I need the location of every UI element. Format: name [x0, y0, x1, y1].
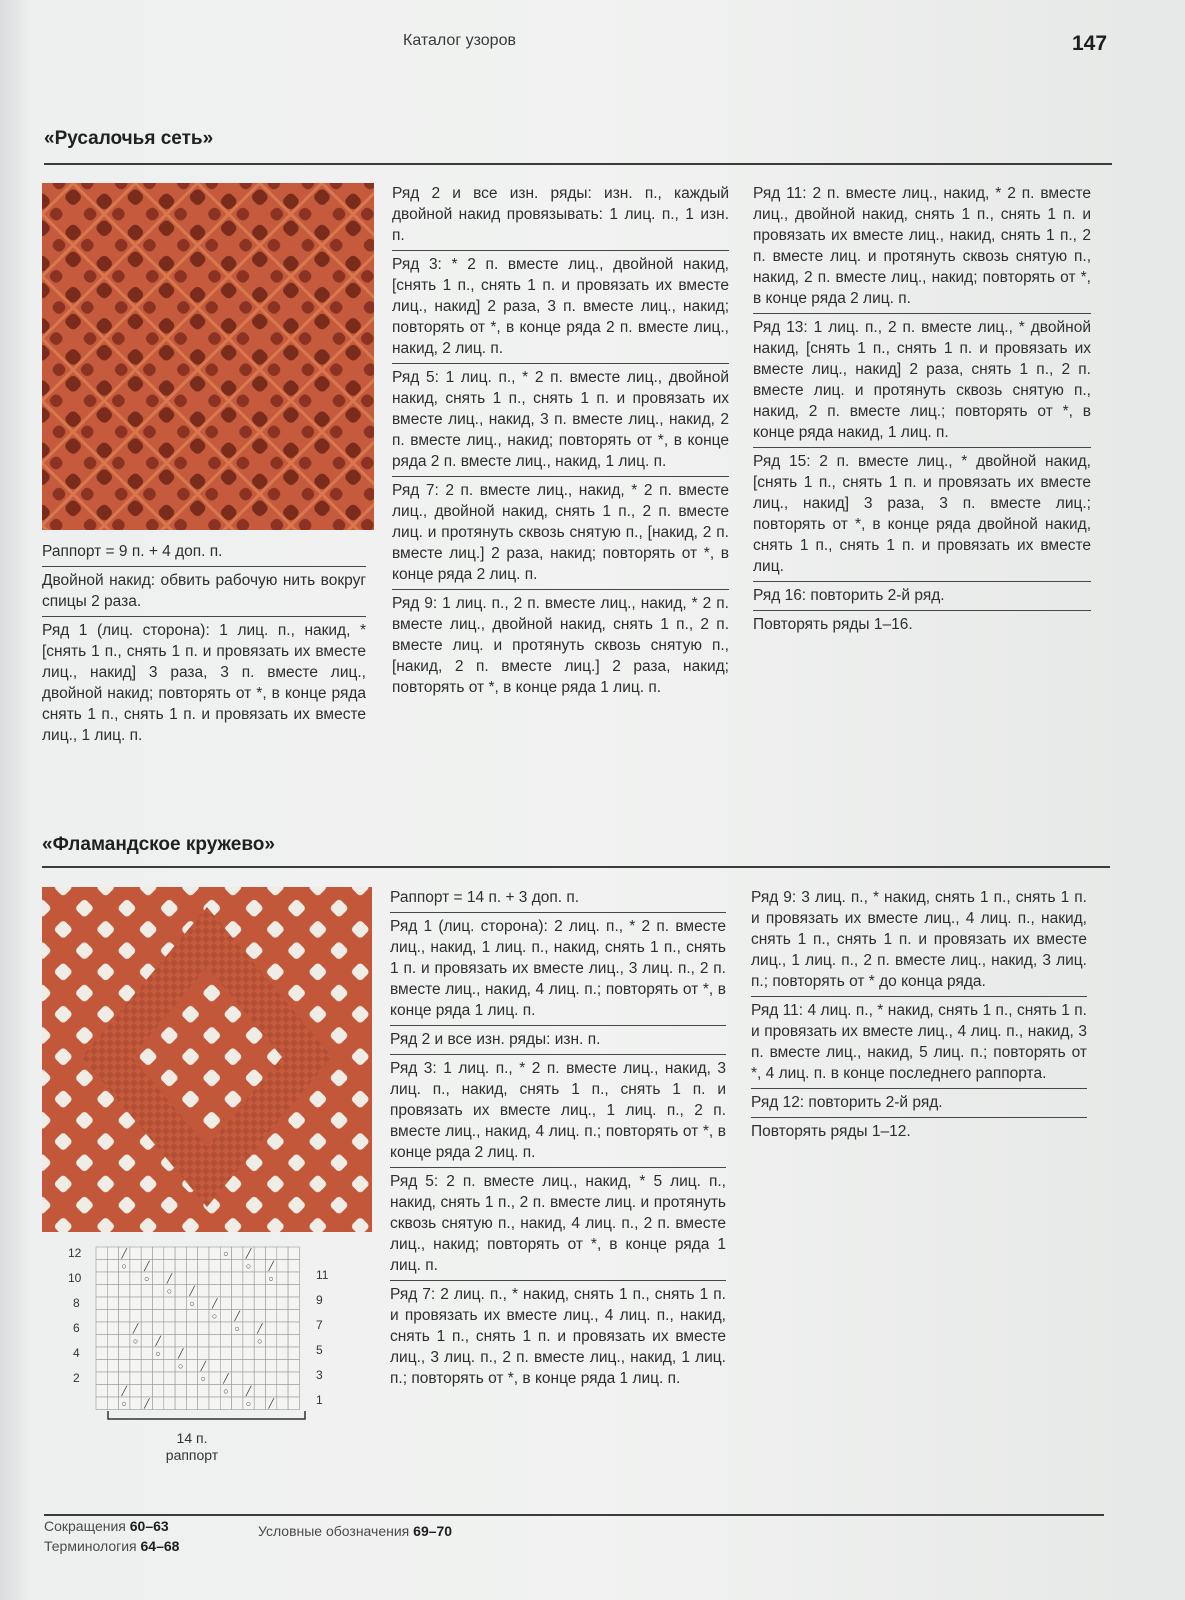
chart-cell	[198, 1285, 209, 1298]
chart-cell	[107, 1272, 118, 1285]
chart-cell	[141, 1297, 152, 1310]
chart-cell	[164, 1322, 175, 1335]
chart-cell	[266, 1360, 277, 1373]
chart-cell	[232, 1372, 243, 1385]
decrease-symbol: ╱	[121, 1386, 127, 1396]
chart-cell	[96, 1372, 107, 1385]
yarn-over-symbol: ○	[234, 1323, 240, 1334]
yarn-over-symbol: ○	[132, 1336, 139, 1346]
chart-cell	[186, 1397, 197, 1410]
chart-cell	[164, 1360, 175, 1373]
flemish-lace-photo	[42, 887, 372, 1232]
yarn-over-symbol: ○	[223, 1248, 229, 1259]
chart-cell	[186, 1272, 197, 1285]
decrease-symbol: ╱	[245, 1248, 252, 1259]
chart-cell	[198, 1385, 209, 1398]
chart-cell	[232, 1385, 243, 1398]
chart-cell	[130, 1360, 141, 1373]
chart-row-label: 10	[68, 1271, 82, 1285]
chart-cell	[209, 1322, 220, 1335]
chart-cell	[288, 1335, 299, 1348]
chart-cell	[254, 1272, 265, 1285]
chart-cell	[141, 1385, 152, 1398]
chart-cell	[232, 1397, 243, 1410]
chart-cell	[198, 1397, 209, 1410]
text-paragraph: Двойной накид: обвить рабочую нить вокруг спицы 2 раза.	[42, 567, 366, 617]
chart-cell	[153, 1247, 164, 1260]
chart-cell	[232, 1347, 243, 1360]
decrease-symbol: ╱	[166, 1273, 173, 1284]
section-title-mermaid-net: «Русалочья сеть»	[44, 128, 214, 149]
chart-cell	[153, 1260, 164, 1273]
chart-cell	[96, 1310, 107, 1323]
chart-cell	[164, 1385, 175, 1398]
text-paragraph: Раппорт = 9 п. + 4 доп. п.	[42, 538, 366, 567]
chart-cell	[232, 1360, 243, 1373]
decrease-symbol: ╱	[132, 1323, 139, 1334]
chart-cell	[209, 1385, 220, 1398]
text-paragraph: Ряд 1 (лиц. сторона): 1 лиц. п., накид, * [снять 1 п., снять 1 п. и провязать их вместе лиц., накид] 3 раза, 3 п. вместе лиц., двойной накид; повторять от *, в конце ряда снять 1 п., снять 1 п. и провязать их вместе лиц., 1 лиц. п.	[42, 622, 366, 744]
text-paragraph: Ряд 2 и все изн. ряды: изн. п.	[390, 1026, 726, 1055]
chart-cell	[186, 1360, 197, 1373]
chart-cell	[277, 1297, 288, 1310]
chart-cell	[243, 1347, 254, 1360]
chart-cell	[254, 1260, 265, 1273]
yarn-over-symbol: ○	[200, 1373, 207, 1384]
chart-cell	[164, 1310, 175, 1323]
chart-cell	[186, 1310, 197, 1323]
chart-row-label: 4	[73, 1346, 80, 1360]
chart-cell	[175, 1285, 186, 1298]
chart-cell	[232, 1285, 243, 1298]
yarn-over-symbol: ○	[268, 1273, 274, 1284]
chart-cell	[232, 1297, 243, 1310]
chart-cell	[175, 1272, 186, 1285]
chart-cell	[107, 1260, 118, 1273]
chart-cell	[107, 1310, 118, 1323]
chart-cell	[164, 1397, 175, 1410]
text-paragraph: Ряд 13: 1 лиц. п., 2 п. вместе лиц., * двойной накид, [снять 1 п., снять 1 п. и провязать их вместе лиц., накид] 2 раза, снять 1 п., 2 п. вместе лиц. и протянуть сквозь снятую п., накид, 2 п. вместе лиц.; повторять от *, в конце ряда накид, 1 лиц. п.	[753, 314, 1091, 448]
chart-cell	[130, 1297, 141, 1310]
decrease-symbol: ╱	[223, 1373, 229, 1384]
chart-cell	[266, 1372, 277, 1385]
chart-cell	[153, 1310, 164, 1323]
chart-cell	[232, 1247, 243, 1260]
chart-cell	[266, 1297, 277, 1310]
chart-cell	[266, 1335, 277, 1348]
text-paragraph: Ряд 7: 2 п. вместе лиц., накид, * 2 п. вместе лиц., двойной накид, снять 1 п., 2 п. вместе лиц. и протянуть сквозь снятую п., [накид, 2 п. вместе лиц.] 2 раза, накид; повторять от *, в конце ряда 2 лиц. п.	[392, 477, 729, 590]
yarn-over-symbol: ○	[121, 1261, 127, 1271]
chart-cell	[254, 1385, 265, 1398]
chart-cell	[198, 1335, 209, 1348]
text-paragraph: Ряд 15: 2 п. вместе лиц., * двойной накид, [снять 1 п., снять 1 п. и провязать их вместе лиц., накид] 3 раза, 3 п. вместе лиц.; повторять от *, в конце ряда двойной накид, снять 1 п., снять 1 п. и провязать их вместе лиц.	[753, 448, 1091, 582]
chart-row-label: 8	[73, 1296, 80, 1310]
chart-cell	[266, 1322, 277, 1335]
flemish-right-column	[751, 884, 1087, 1146]
yarn-over-symbol: ○	[223, 1386, 229, 1396]
chart-cell	[141, 1310, 152, 1323]
chart-cell	[164, 1372, 175, 1385]
chart-cell	[243, 1360, 254, 1373]
chart-cell	[96, 1335, 107, 1348]
chart-cell	[186, 1385, 197, 1398]
chart-cell	[130, 1397, 141, 1410]
chart-cell	[186, 1372, 197, 1385]
chart-cell	[96, 1297, 107, 1310]
chart-cell	[243, 1285, 254, 1298]
section-rule	[44, 163, 1112, 165]
page-number: 147	[1072, 32, 1108, 55]
chart-cell	[266, 1310, 277, 1323]
chart-cell	[130, 1372, 141, 1385]
footer-terminology[interactable]	[44, 1538, 179, 1554]
chart-cell	[243, 1372, 254, 1385]
chart-cell	[209, 1285, 220, 1298]
chart-cell	[220, 1347, 231, 1360]
chart-cell	[209, 1260, 220, 1273]
decrease-symbol: ╱	[268, 1261, 274, 1271]
chart-row-label: 2	[73, 1371, 80, 1385]
footer-term-label: Терминология	[44, 1538, 137, 1554]
yarn-over-symbol: ○	[166, 1286, 173, 1296]
chart-cell	[254, 1372, 265, 1385]
chart-cell	[232, 1260, 243, 1273]
chart-cell	[153, 1322, 164, 1335]
footer-term-pages: 64–68	[140, 1538, 180, 1554]
chart-cell	[175, 1260, 186, 1273]
chart-cell	[288, 1247, 299, 1260]
chart-cell	[119, 1272, 130, 1285]
chart-cell	[96, 1247, 107, 1260]
yarn-over-symbol: ○	[121, 1398, 127, 1409]
chart-cell	[175, 1335, 186, 1348]
section-rule	[42, 866, 1110, 868]
text-paragraph: Ряд 9: 1 лиц. п., 2 п. вместе лиц., накид, * 2 п. вместе лиц., двойной накид, снять 1 п., 2 п. вместе лиц. и протянуть сквозь снятую п., [накид, 2 п. вместе лиц.] 2 раза, накид; повторять от *, в конце ряда 1 лиц. п.	[392, 595, 729, 696]
chart-cell	[209, 1347, 220, 1360]
chart-cell	[141, 1360, 152, 1373]
chart-cell	[130, 1260, 141, 1273]
chart-cell	[153, 1360, 164, 1373]
decrease-symbol: ╱	[155, 1336, 161, 1346]
chart-cell	[277, 1397, 288, 1410]
chart-cell	[130, 1347, 141, 1360]
yarn-over-symbol: ○	[245, 1398, 252, 1409]
yarn-over-symbol: ○	[144, 1273, 150, 1284]
chart-cell	[198, 1347, 209, 1360]
chart-cell	[186, 1335, 197, 1348]
chart-cell	[277, 1272, 288, 1285]
chart-cell	[243, 1272, 254, 1285]
mermaid-left-column	[42, 538, 366, 750]
decrease-symbol: ╱	[178, 1348, 184, 1359]
chart-cell	[277, 1310, 288, 1323]
chart-cell	[243, 1297, 254, 1310]
chart-cell	[164, 1297, 175, 1310]
chart-row-label: 6	[73, 1321, 80, 1335]
chart-cell	[198, 1260, 209, 1273]
chart-cell	[254, 1310, 265, 1323]
chart-cell	[277, 1247, 288, 1260]
chart-cell	[107, 1247, 118, 1260]
decrease-symbol: ╱	[268, 1398, 274, 1409]
chart-cell	[277, 1385, 288, 1398]
chart-cell	[175, 1385, 186, 1398]
chart-cell	[96, 1385, 107, 1398]
chart-cell	[141, 1285, 152, 1298]
chart-cell	[277, 1322, 288, 1335]
chart-cell	[141, 1335, 152, 1348]
chart-cell	[198, 1272, 209, 1285]
chart-cell	[96, 1260, 107, 1273]
chart-cell	[164, 1335, 175, 1348]
chart-cell	[175, 1372, 186, 1385]
mermaid-middle-column	[392, 180, 729, 702]
chart-cell	[186, 1322, 197, 1335]
chart-cell	[141, 1247, 152, 1260]
chart-cell	[96, 1285, 107, 1298]
chart-cell	[288, 1360, 299, 1373]
chart-cell	[232, 1335, 243, 1348]
text-paragraph: Ряд 3: 1 лиц. п., * 2 п. вместе лиц., накид, 3 лиц. п., накид, снять 1 п., снять 1 п. и провязать их вместе лиц., 1 лиц. п., 2 п. вместе лиц., накид, 4 лиц. п.; повторять от *, в конце ряда 2 лиц. п.	[390, 1055, 726, 1168]
chart-cell	[198, 1322, 209, 1335]
chart-cell	[266, 1385, 277, 1398]
chart-row-label: 3	[316, 1368, 323, 1382]
text-paragraph: Ряд 12: повторить 2-й ряд.	[751, 1089, 1087, 1118]
mermaid-right-column	[753, 180, 1091, 639]
footer-symbols-pages: 69–70	[413, 1523, 453, 1539]
chart-cell	[164, 1260, 175, 1273]
text-paragraph: Ряд 5: 2 п. вместе лиц., накид, * 5 лиц. п., накид, снять 1 п., 2 п. вместе лиц. и протянуть сквозь снятую п., накид, 4 лиц. п., 2 п. вместе лиц., накид; повторять от *, в конце ряда 1 лиц. п.	[390, 1168, 726, 1281]
chart-cell	[209, 1360, 220, 1373]
text-paragraph: Ряд 9: 3 лиц. п., * накид, снять 1 п., снять 1 п. и провязать их вместе лиц., 4 лиц. п., накид, снять 1 п., снять 1 п. и провязать их вместе лиц., 1 лиц. п., 2 п. вместе лиц., накид, 3 лиц. п.; повторять от * до конца ряда.	[751, 884, 1087, 997]
chart-cell	[254, 1397, 265, 1410]
chart-cell	[130, 1247, 141, 1260]
chart-cell	[153, 1272, 164, 1285]
chart-cell	[220, 1272, 231, 1285]
chart-cell	[153, 1372, 164, 1385]
chart-cell	[209, 1397, 220, 1410]
repeat-count-label: 14 п.	[176, 1430, 208, 1446]
chart-cell	[198, 1247, 209, 1260]
chart-row-label: 9	[316, 1293, 323, 1307]
footer-abbrev-label: Сокращения	[44, 1518, 126, 1534]
chart-cell	[220, 1322, 231, 1335]
chart-cell	[220, 1310, 231, 1323]
chart-cell	[288, 1397, 299, 1410]
decrease-symbol: ╱	[257, 1323, 263, 1334]
chart-cell	[209, 1335, 220, 1348]
chart-cell	[220, 1297, 231, 1310]
text-paragraph: Повторять ряды 1–12.	[751, 1123, 911, 1140]
text-paragraph: Повторять ряды 1–16.	[753, 616, 913, 633]
flemish-middle-column	[390, 884, 726, 1393]
text-paragraph: Ряд 16: повторить 2-й ряд.	[753, 582, 1091, 611]
chart-cell	[175, 1297, 186, 1310]
chart-row-label: 11	[316, 1268, 329, 1282]
chart-cell	[107, 1372, 118, 1385]
chart-cell	[107, 1385, 118, 1398]
running-header: Каталог узоров	[403, 32, 516, 49]
decrease-symbol: ╱	[121, 1248, 127, 1259]
chart-cell	[96, 1272, 107, 1285]
yarn-over-symbol: ○	[155, 1348, 161, 1359]
chart-cell	[153, 1285, 164, 1298]
chart-cell	[243, 1335, 254, 1348]
chart-cell	[107, 1347, 118, 1360]
decrease-symbol: ╱	[144, 1398, 150, 1409]
chart-grid	[96, 1247, 299, 1410]
chart-cell	[288, 1385, 299, 1398]
chart-row-label: 1	[316, 1393, 323, 1407]
chart-cell	[288, 1285, 299, 1298]
chart-cell	[96, 1322, 107, 1335]
chart-cell	[153, 1297, 164, 1310]
chart-cell	[220, 1397, 231, 1410]
chart-cell	[119, 1372, 130, 1385]
chart-cell	[198, 1310, 209, 1323]
chart-row-label: 5	[316, 1343, 323, 1357]
chart-cell	[266, 1285, 277, 1298]
chart-cell	[107, 1322, 118, 1335]
chart-cell	[119, 1322, 130, 1335]
text-paragraph: Ряд 5: 1 лиц. п., * 2 п. вместе лиц., двойной накид, снять 1 п., снять 1 п. и провязать их вместе лиц., накид, 3 п. вместе лиц., накид, 2 п. вместе лиц., накид; повторять от *, в конце ряда 2 п. вместе лиц., накид, 1 лиц. п.	[392, 364, 729, 477]
text-paragraph: Ряд 11: 4 лиц. п., * накид, снять 1 п., снять 1 п. и провязать их вместе лиц., 4 лиц. п., накид, 3 п. вместе лиц., накид, 5 лиц. п.; повторять от *, 4 лиц. п. в конце последнего раппорта.	[751, 997, 1087, 1089]
chart-cell	[141, 1322, 152, 1335]
text-paragraph: Ряд 7: 2 лиц. п., * накид, снять 1 п., снять 1 п. и провязать их вместе лиц., 4 лиц. п., накид, снять 1 п., снять 1 п. и провязать их вместе лиц., 3 лиц. п., 2 п. вместе лиц., накид, 1 лиц. п.; повторять от *, в конце ряда 1 лиц. п.	[390, 1286, 726, 1387]
chart-cell	[119, 1310, 130, 1323]
chart-cell	[243, 1322, 254, 1335]
text-paragraph: Ряд 3: * 2 п. вместе лиц., двойной накид, [снять 1 п., снять 1 п. и провязать их вместе лиц., накид] 2 раза, 3 п. вместе лиц., накид; повторять от *, в конце ряда 2 п. вместе лиц., накид, 2 лиц. п.	[392, 251, 729, 364]
mermaid-net-photo	[42, 183, 374, 530]
chart-cell	[254, 1360, 265, 1373]
chart-cell	[153, 1397, 164, 1410]
chart-cell	[119, 1347, 130, 1360]
chart-cell	[175, 1310, 186, 1323]
footer-symbols[interactable]	[258, 1523, 452, 1539]
repeat-word-label: раппорт	[165, 1447, 219, 1463]
chart-cell	[232, 1272, 243, 1285]
section-title-flemish-lace: «Фламандское кружево»	[42, 834, 275, 855]
chart-cell	[141, 1372, 152, 1385]
chart-cell	[175, 1322, 186, 1335]
chart-cell	[107, 1360, 118, 1373]
chart-cell	[153, 1385, 164, 1398]
chart-cell	[119, 1360, 130, 1373]
chart-cell	[288, 1260, 299, 1273]
chart-cell	[96, 1360, 107, 1373]
chart-cell	[107, 1335, 118, 1348]
chart-cell	[277, 1347, 288, 1360]
chart-cell	[266, 1347, 277, 1360]
chart-cell	[243, 1310, 254, 1323]
chart-cell	[198, 1297, 209, 1310]
chart-cell	[254, 1285, 265, 1298]
footer-abbrev-pages: 60–63	[129, 1518, 169, 1534]
chart-cell	[107, 1297, 118, 1310]
decrease-symbol: ╱	[245, 1386, 252, 1396]
chart-cell	[130, 1385, 141, 1398]
yarn-over-symbol: ○	[257, 1336, 263, 1346]
chart-cell	[141, 1347, 152, 1360]
chart-cell	[164, 1247, 175, 1260]
yarn-over-symbol: ○	[211, 1311, 218, 1321]
chart-cell	[130, 1310, 141, 1323]
chart-row-label: 12	[68, 1246, 82, 1260]
footer-rule	[44, 1514, 1104, 1516]
decrease-symbol: ╱	[200, 1361, 207, 1371]
chart-cell	[209, 1372, 220, 1385]
chart-cell	[175, 1247, 186, 1260]
chart-cell	[119, 1297, 130, 1310]
decrease-symbol: ╱	[144, 1261, 150, 1271]
yarn-over-symbol: ○	[245, 1261, 252, 1271]
chart-cell	[288, 1310, 299, 1323]
chart-cell	[288, 1372, 299, 1385]
chart-cell	[130, 1285, 141, 1298]
chart-cell	[220, 1335, 231, 1348]
chart-cell	[288, 1297, 299, 1310]
chart-cell	[288, 1322, 299, 1335]
chart-cell	[175, 1397, 186, 1410]
chart-cell	[130, 1272, 141, 1285]
decrease-symbol: ╱	[234, 1311, 240, 1321]
chart-row-label: 7	[316, 1318, 323, 1332]
text-paragraph: Ряд 2 и все изн. ряды: изн. п., каждый двойной накид провязывать: 1 лиц. п., 1 изн. п.	[392, 180, 729, 251]
chart-cell	[107, 1397, 118, 1410]
footer-abbreviations[interactable]	[44, 1518, 169, 1534]
text-paragraph: Ряд 1 (лиц. сторона): 2 лиц. п., * 2 п. вместе лиц., накид, 1 лиц. п., накид, снять 1 п., снять 1 п. и провязать их вместе лиц., 3 лиц. п., 2 п. вместе лиц., накид, 4 лиц. п.; повторять от *, в конце ряда 1 лиц. п.	[390, 913, 726, 1026]
chart-cell	[186, 1347, 197, 1360]
chart-cell	[209, 1272, 220, 1285]
chart-cell	[164, 1347, 175, 1360]
chart-cell	[119, 1335, 130, 1348]
chart-cell	[96, 1397, 107, 1410]
chart-cell	[209, 1247, 220, 1260]
yarn-over-symbol: ○	[189, 1298, 195, 1309]
chart-cell	[277, 1360, 288, 1373]
decrease-symbol: ╱	[211, 1298, 218, 1309]
yarn-over-symbol: ○	[178, 1361, 184, 1371]
chart-cell	[254, 1297, 265, 1310]
chart-cell	[220, 1360, 231, 1373]
footer-symbols-label: Условные обозначения	[258, 1523, 410, 1539]
knitting-chart	[60, 1243, 350, 1473]
chart-cell	[119, 1285, 130, 1298]
chart-cell	[277, 1260, 288, 1273]
chart-cell	[254, 1347, 265, 1360]
chart-cell	[220, 1285, 231, 1298]
chart-cell	[96, 1347, 107, 1360]
decrease-symbol: ╱	[189, 1286, 195, 1296]
chart-cell	[254, 1247, 265, 1260]
repeat-bracket	[108, 1411, 305, 1419]
chart-cell	[277, 1372, 288, 1385]
chart-cell	[186, 1247, 197, 1260]
chart-cell	[277, 1335, 288, 1348]
chart-cell	[266, 1247, 277, 1260]
chart-cell	[220, 1260, 231, 1273]
text-paragraph: Ряд 11: 2 п. вместе лиц., накид, * 2 п. вместе лиц., двойной накид, снять 1 п., снять 1 п. и провязать их вместе лиц., накид, снять 1 п., 2 п. вместе лиц. и протянуть сквозь снятую п., накид, 2 п. вместе лиц., накид; повторять от *, в конце ряда 2 лиц. п.	[753, 180, 1091, 314]
chart-cell	[288, 1347, 299, 1360]
chart-cell	[277, 1285, 288, 1298]
text-paragraph: Раппорт = 14 п. + 3 доп. п.	[390, 884, 726, 913]
chart-cell	[107, 1285, 118, 1298]
chart-cell	[288, 1272, 299, 1285]
chart-cell	[186, 1260, 197, 1273]
